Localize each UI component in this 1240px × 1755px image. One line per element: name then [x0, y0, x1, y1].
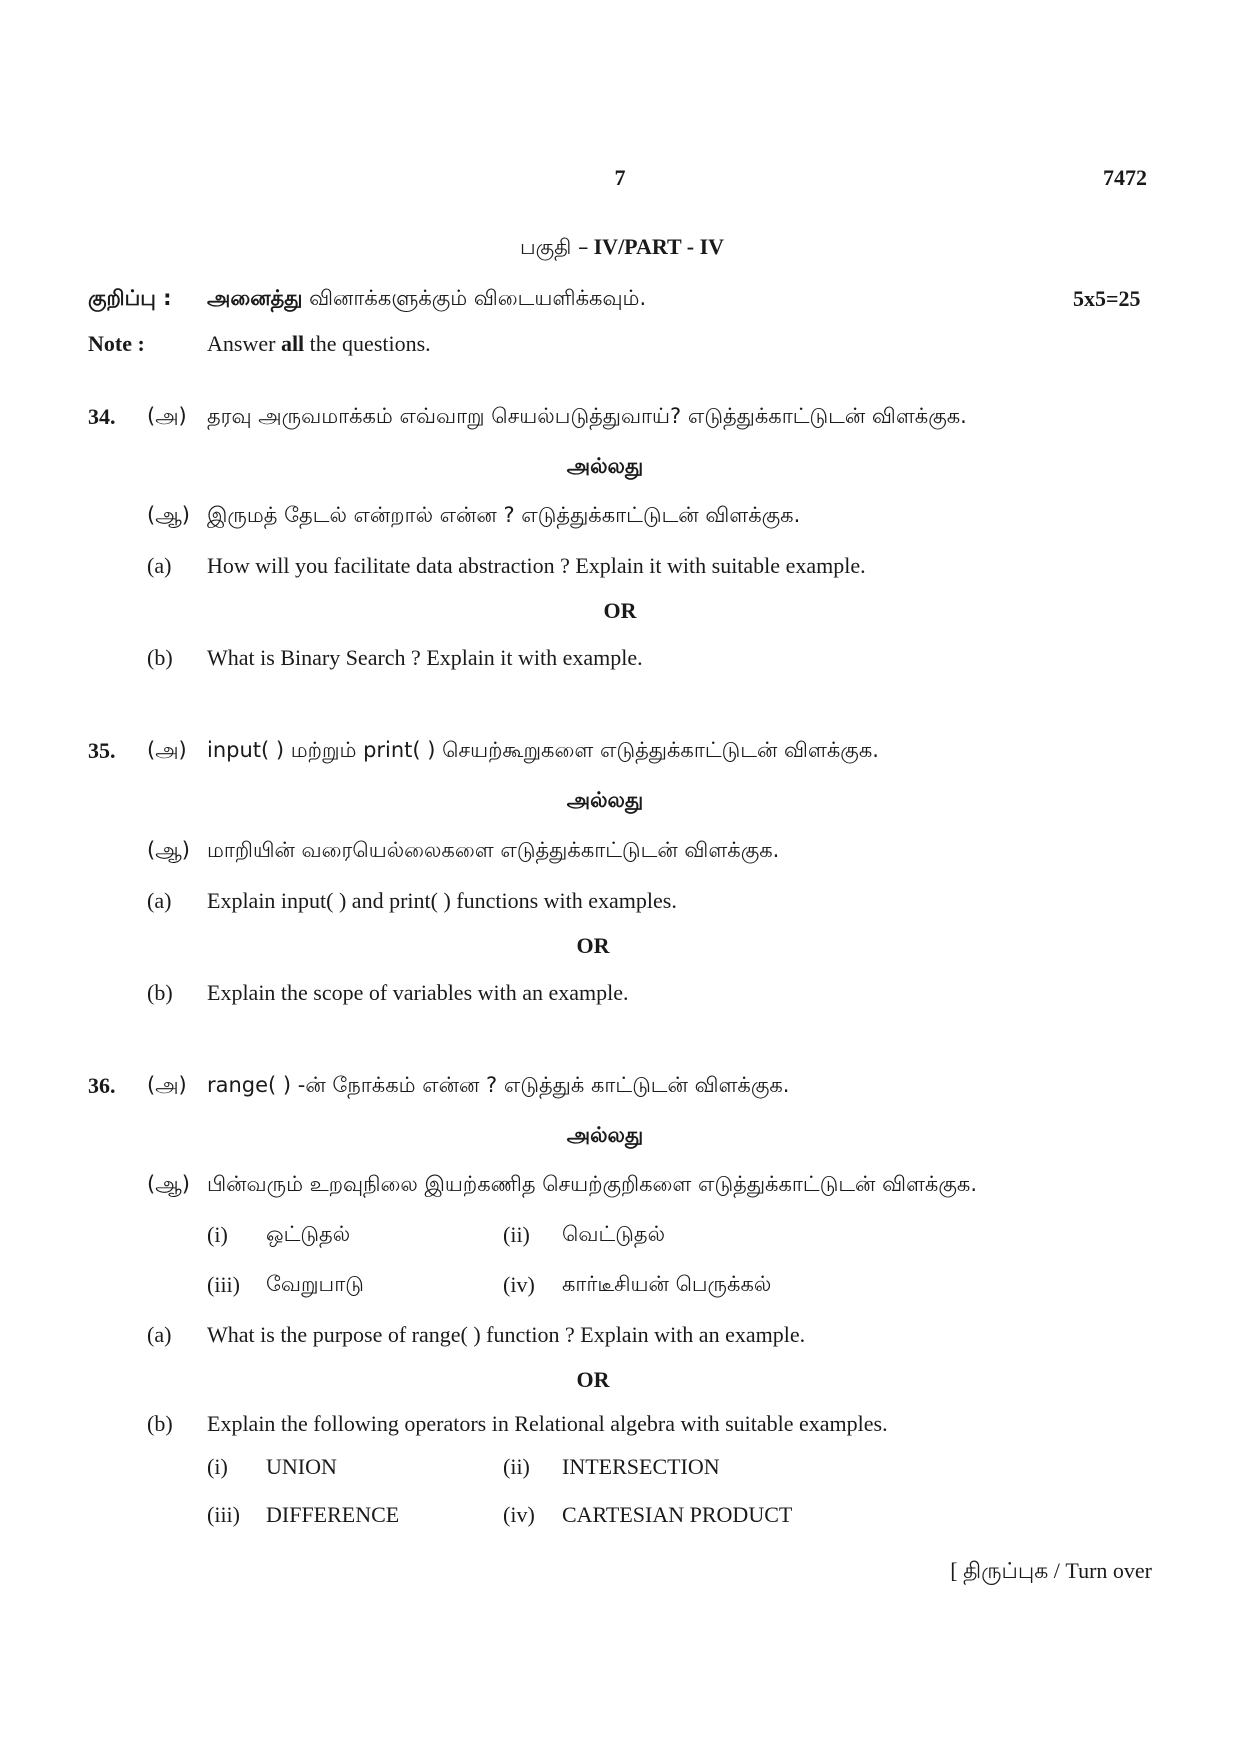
or-tamil: அல்லது — [566, 454, 644, 478]
or-english: OR — [603, 598, 637, 623]
or-english: OR — [576, 933, 610, 958]
sub-item-text: கார்டீசியன் பெருக்கல் — [562, 1272, 772, 1296]
note-tamil-text — [207, 288, 646, 309]
sub-item-text: INTERSECTION — [562, 1454, 720, 1479]
question-text-tamil-b: மாறியின் வரையெல்லைகளை எடுத்துக்காட்டுடன் விளக்குக. — [207, 838, 780, 862]
question-number: 36. — [88, 1073, 116, 1098]
question-text-tamil-b: பின்வரும் உறவுநிலை இயற்கணித செயற்குறிகளை எடுத்துக்காட்டுடன் விளக்குக. — [207, 1172, 978, 1196]
sub-item-text: CARTESIAN PRODUCT — [562, 1502, 793, 1527]
sub-item-text: DIFFERENCE — [266, 1502, 400, 1527]
question-label-tamil-b: (ஆ) — [147, 503, 190, 527]
turn-over — [950, 1560, 1152, 1582]
or-tamil: அல்லது — [566, 788, 644, 812]
question-text-english-b: What is Binary Search ? Explain it with example. — [207, 645, 643, 670]
question-text-english-b: Explain the following operators in Relational algebra with suitable examples. — [207, 1411, 888, 1436]
sub-item-label: (iv) — [503, 1502, 535, 1527]
question-label-english-a: (a) — [147, 553, 172, 578]
question-text-english-a: What is the purpose of range( ) function ? Explain with an example. — [207, 1322, 806, 1347]
question-text-english-a: How will you facilitate data abstraction ? Explain it with suitable example. — [207, 553, 866, 578]
page-number: 7 — [614, 165, 626, 190]
note-tamil-label: குறிப்பு : — [88, 286, 172, 310]
question-label-tamil-b: (ஆ) — [147, 838, 190, 862]
note-tamil-bold: அனைத்து — [207, 286, 303, 310]
note-english-pre: Answer — [207, 331, 276, 356]
note-english-label: Note : — [88, 331, 145, 356]
note-tamil-rest: வினாக்களுக்கும் விடையளிக்கவும். — [309, 286, 647, 310]
sub-item-text: வேறுபாடு — [266, 1272, 364, 1296]
question-label-tamil-a: (அ) — [147, 738, 187, 762]
question-text-english-a: Explain input( ) and print( ) functions with examples. — [207, 888, 677, 913]
sub-item-label: (ii) — [503, 1222, 530, 1247]
sub-item-text: ஒட்டுதல் — [266, 1222, 351, 1246]
question-label-english-a: (a) — [147, 1322, 172, 1347]
part-heading-tamil: பகுதி – — [519, 235, 589, 259]
or-english: OR — [576, 1367, 610, 1392]
paper-code: 7472 — [1103, 165, 1147, 190]
question-number: 35. — [88, 738, 116, 763]
sub-item-label: (iii) — [207, 1272, 240, 1297]
question-text-tamil-a: தரவு அருவமாக்கம் எவ்வாறு செயல்படுத்துவாய்? எடுத்துக்காட்டுடன் விளக்குக. — [207, 404, 967, 428]
part-heading-english: IV/PART - IV — [593, 234, 725, 259]
question-text-tamil-a: range( ) -ன் நோக்கம் என்ன ? எடுத்துக் காட்டுடன் விளக்குக. — [207, 1073, 790, 1097]
question-text-tamil-a: input( ) மற்றும் print( ) செயற்கூறுகளை எடுத்துக்காட்டுடன் விளக்குக. — [207, 738, 879, 762]
question-text-tamil-b: இருமத் தேடல் என்றால் என்ன ? எடுத்துக்காட்டுடன் விளக்குக. — [207, 503, 801, 527]
question-number: 34. — [88, 404, 116, 429]
part-heading — [520, 236, 724, 258]
sub-item-label: (ii) — [503, 1454, 530, 1479]
or-tamil: அல்லது — [566, 1123, 644, 1147]
question-label-tamil-a: (அ) — [147, 1073, 187, 1097]
marks: 5x5=25 — [1073, 286, 1141, 311]
question-label-english-b: (b) — [147, 980, 173, 1005]
sub-item-label: (iii) — [207, 1502, 240, 1527]
question-label-tamil-b: (ஆ) — [147, 1172, 190, 1196]
sub-item-label: (iv) — [503, 1272, 535, 1297]
sub-item-label: (i) — [207, 1454, 228, 1479]
question-label-english-a: (a) — [147, 888, 172, 913]
sub-item-label: (i) — [207, 1222, 228, 1247]
question-label-english-b: (b) — [147, 1411, 173, 1436]
note-english-post: the questions. — [309, 331, 431, 356]
sub-item-text: UNION — [266, 1454, 337, 1479]
question-label-tamil-a: (அ) — [147, 404, 187, 428]
turn-over-text: [ திருப்புக / Turn over — [950, 1558, 1152, 1583]
question-text-english-b: Explain the scope of variables with an example. — [207, 980, 629, 1005]
question-label-english-b: (b) — [147, 645, 173, 670]
note-english-text — [207, 333, 431, 355]
note-english-bold: all — [280, 331, 305, 356]
sub-item-text: வெட்டுதல் — [562, 1222, 666, 1246]
